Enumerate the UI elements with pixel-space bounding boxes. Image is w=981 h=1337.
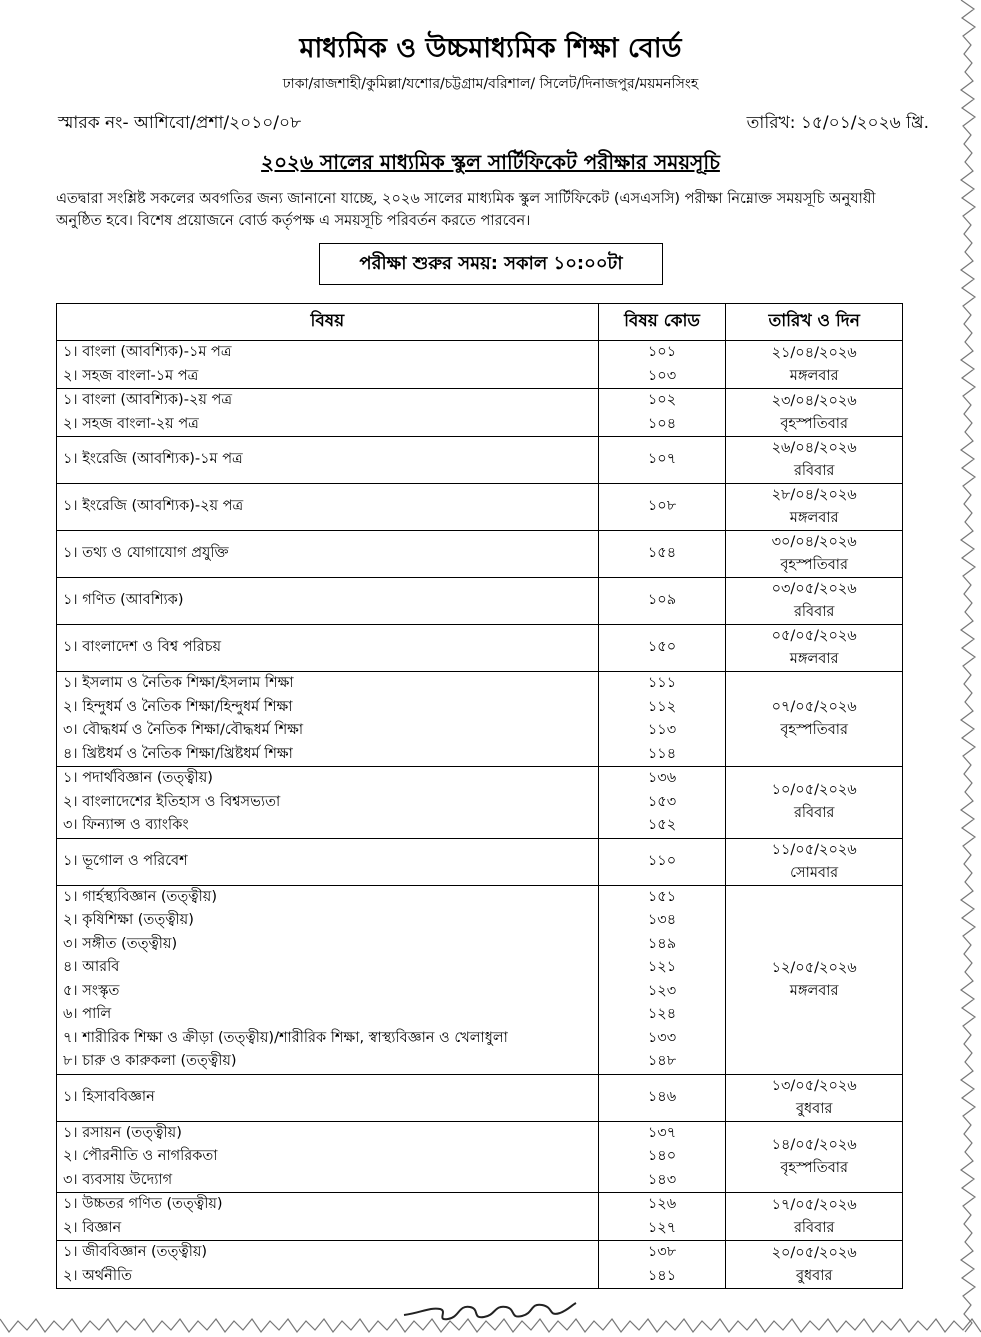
subject-name: ১। ইসলাম ও নৈতিক শিক্ষা/ইসলাম শিক্ষা: [63, 675, 294, 691]
subject-code: ১৪৬: [647, 1088, 677, 1105]
code-cell: [598, 767, 726, 839]
exam-date: ৩০/০৪/২০২৬: [771, 534, 857, 550]
date-day-cell: [726, 1241, 903, 1289]
exam-date: ২৩/০৪/২০২৬: [771, 392, 857, 409]
subject-code: ১২১: [647, 959, 677, 975]
subject-name: ১। তথ্য ও যোগাযোগ প্রযুক্তি: [63, 545, 229, 562]
code-cell: [598, 578, 726, 625]
issue-date: তারিখ: ১৫/০১/২০২৬ খ্রি.: [746, 113, 929, 133]
subject-code: ১৪০: [647, 1148, 677, 1164]
subject-code: ১৪৩: [647, 1171, 677, 1188]
code-cell: [598, 341, 726, 389]
code-cell: [598, 389, 726, 437]
subject-code: ১৪১: [647, 1267, 677, 1284]
table-row: [57, 437, 903, 484]
exam-date: ২০/০৫/২০২৬: [771, 1244, 857, 1261]
header-subject: বিষয়: [57, 304, 599, 341]
table-row: [57, 885, 903, 1074]
code-cell: [598, 1241, 726, 1289]
subject-code: ১০৩: [647, 367, 677, 384]
subject-name: ২। বাংলাদেশের ইতিহাস ও বিশ্বসভ্যতা: [63, 793, 281, 810]
table-row: [57, 1193, 903, 1241]
subject-code: ১১১: [647, 675, 677, 691]
subject-name: ৩। বৌদ্ধধর্ম ও নৈতিক শিক্ষা/বৌদ্ধধর্ম শিক্ষা: [63, 722, 304, 738]
subject-name: ১। উচ্চতর গণিত (তত্ত্বীয়): [63, 1196, 223, 1212]
subject-cell: [57, 437, 599, 484]
exam-day: বৃহস্পতিবার: [780, 557, 848, 573]
exam-date: ১০/০৫/২০২৬: [771, 782, 857, 799]
board-title: মাধ্যমিক ও উচ্চমাধ্যমিক শিক্ষা বোর্ড: [299, 33, 682, 64]
subject-code: ১৩৮: [647, 1244, 677, 1260]
subject-name: ৩। ব্যবসায় উদ্যোগ: [63, 1171, 173, 1188]
exam-date: ০৩/০৫/২০২৬: [771, 581, 857, 597]
table-row: [57, 625, 903, 672]
exam-day: বৃহস্পতিবার: [780, 1159, 848, 1176]
subject-code: ১১২: [647, 698, 677, 715]
subject-name: ২। হিন্দুধর্ম ও নৈতিক শিক্ষা/হিন্দুধর্ম শিক্ষা: [63, 698, 293, 715]
exam-day: বুধবার: [795, 1100, 833, 1117]
exam-day: বৃহস্পতিবার: [780, 415, 848, 432]
subject-code: ১৩৩: [647, 1029, 677, 1046]
subject-code: ১০১: [647, 344, 677, 360]
subject-cell: [57, 767, 599, 839]
code-cell: [598, 1193, 726, 1241]
subject-name: ৩। ফিন্যান্স ও ব্যাংকিং: [63, 817, 189, 833]
subject-name: ১। বাংলা (আবশ্যিক)-১ম পত্র: [63, 344, 232, 360]
subject-name: ৪। খ্রিষ্টধর্ম ও নৈতিক শিক্ষা/খ্রিষ্টধর্ম শিক্ষা: [63, 745, 293, 762]
board-subtitle: ঢাকা/রাজশাহী/কুমিল্লা/যশোর/চট্টগ্রাম/বরিশাল/ সিলেট/দিনাজপুর/ময়মনসিংহ: [282, 76, 699, 92]
exam-date: ১৪/০৫/২০২৬: [771, 1136, 857, 1153]
exam-date: ১৩/০৫/২০২৬: [771, 1077, 857, 1094]
subject-code: ১৫০: [647, 639, 677, 656]
subject-code: ১৫৪: [647, 545, 677, 562]
subject-code: ১৩৪: [647, 912, 677, 928]
subject-cell: [57, 625, 599, 672]
header-date-day: তারিখ ও দিন: [726, 304, 903, 341]
table-row: [57, 767, 903, 839]
subject-name: ২। কৃষিশিক্ষা (তত্ত্বীয়): [63, 912, 194, 928]
exam-day: রবিবার: [793, 805, 835, 822]
signature: [400, 1293, 580, 1327]
code-cell: [598, 885, 726, 1074]
date-day-cell: [726, 531, 903, 578]
subject-cell: [57, 1241, 599, 1289]
exam-date: ০৫/০৫/২০২৬: [771, 628, 857, 644]
table-body: [57, 341, 903, 1289]
subject-name: ১। ভূগোল ও পরিবেশ: [63, 852, 188, 869]
subject-code: ১০৯: [647, 592, 677, 609]
exam-date: ১৭/০৫/২০২৬: [771, 1196, 857, 1213]
subject-code: ১১৩: [647, 722, 677, 738]
schedule-heading: [0, 148, 981, 181]
exam-date: ০৭/০৫/২০২৬: [771, 699, 857, 715]
subject-code: ১৫১: [647, 888, 677, 905]
subject-name: ১। হিসাববিজ্ঞান: [63, 1088, 155, 1105]
subject-code: ১২৪: [647, 1006, 677, 1022]
date-day-cell: [726, 1193, 903, 1241]
exam-day: মঙ্গলবার: [789, 651, 839, 667]
subject-name: ২। পৌরনীতি ও নাগরিকতা: [63, 1148, 218, 1164]
subject-name: ১। রসায়ন (তত্ত্বীয়): [63, 1124, 182, 1141]
code-cell: [598, 531, 726, 578]
subject-name: ৬। পালি: [63, 1006, 112, 1022]
subject-code: ১৫২: [647, 817, 677, 833]
exam-day: মঙ্গলবার: [789, 510, 839, 526]
subject-name: ২। অর্থনীতি: [63, 1267, 133, 1284]
schedule-heading-text: ২০২৬ সালের মাধ্যমিক স্কুল সার্টিফিকেট পরীক্ষার সময়সূচি: [261, 150, 720, 174]
subject-name: ১। গণিত (আবশ্যিক): [63, 592, 184, 609]
subject-cell: [57, 341, 599, 389]
subject-cell: [57, 838, 599, 885]
subject-code: ১১৪: [647, 745, 677, 762]
exam-day: মঙ্গলবার: [789, 982, 839, 999]
date-day-cell: [726, 484, 903, 531]
subject-cell: [57, 1193, 599, 1241]
subject-name: ২। সহজ বাংলা-১ম পত্র: [63, 367, 199, 384]
table-row: [57, 484, 903, 531]
table-row: [57, 1074, 903, 1121]
subject-name: ১। ইংরেজি (আবশ্যিক)-১ম পত্র: [63, 451, 243, 468]
subject-cell: [57, 672, 599, 767]
memo-number: স্মারক নং- আশিবো/প্রশা/২০১০/০৮: [58, 113, 302, 133]
subject-name: ৮। চারু ও কারুকলা (তত্ত্বীয়): [63, 1053, 237, 1069]
code-cell: [598, 838, 726, 885]
subject-name: ২। সহজ বাংলা-২য় পত্র: [63, 415, 199, 432]
subject-cell: [57, 885, 599, 1074]
date-day-cell: [726, 885, 903, 1074]
date-day-cell: [726, 625, 903, 672]
code-cell: [598, 625, 726, 672]
table-row: [57, 341, 903, 389]
date-day-cell: [726, 838, 903, 885]
subject-code: ১১০: [647, 852, 677, 869]
code-cell: [598, 1074, 726, 1121]
exam-day: রবিবার: [793, 463, 835, 479]
date-day-cell: [726, 578, 903, 625]
subject-code: ১২৬: [647, 1196, 677, 1212]
exam-date: ২১/০৪/২০২৬: [771, 344, 857, 361]
subject-code: ১৪৮: [647, 1053, 677, 1069]
date-day-cell: [726, 389, 903, 437]
subject-name: ১। জীববিজ্ঞান (তত্ত্বীয়): [63, 1244, 208, 1260]
exam-day: বৃহস্পতিবার: [780, 722, 848, 738]
subject-code: ১২৭: [647, 1219, 677, 1236]
subject-code: ১৪৯: [647, 935, 677, 952]
subject-cell: [57, 531, 599, 578]
code-cell: [598, 484, 726, 531]
table-row: [57, 1121, 903, 1193]
intro-paragraph: এতদ্বারা সংশ্লিষ্ট সকলের অবগতির জন্য জানানো যাচ্ছে, ২০২৬ সালের মাধ্যমিক স্কুল সার্টিফিকেট (এসএসসি) পরীক্ষা নিম্নোক্ত সময়সূচি অনুযায়ী অনুষ্ঠিত হবে। বিশেষ প্রয়োজনে বোর্ড কর্তৃপক্ষ এ সময়সূচি পরিবর্তন করতে পারবেন।: [56, 191, 876, 229]
header-code: বিষয় কোড: [598, 304, 726, 341]
exam-schedule-table: [56, 303, 903, 1289]
subject-code: ১০৭: [647, 451, 677, 468]
subject-code: ১৫৩: [647, 793, 677, 810]
exam-day: বুধবার: [795, 1267, 833, 1284]
subject-cell: [57, 389, 599, 437]
exam-day: মঙ্গলবার: [789, 367, 839, 384]
date-day-cell: [726, 437, 903, 484]
exam-start-time-box: পরীক্ষা শুরুর সময়: সকাল ১০:০০টা: [319, 243, 663, 285]
subject-code: ১০৮: [647, 498, 677, 515]
exam-date: ২৮/০৪/২০২৬: [771, 487, 857, 503]
subject-name: ৩। সঙ্গীত (তত্ত্বীয়): [63, 935, 178, 952]
exam-date: ১২/০৫/২০২৬: [771, 959, 857, 976]
exam-day: রবিবার: [793, 1219, 835, 1236]
table-row: [57, 578, 903, 625]
subject-name: ১। ইংরেজি (আবশ্যিক)-২য় পত্র: [63, 498, 244, 515]
table-row: [57, 389, 903, 437]
exam-day: সোমবার: [790, 864, 839, 881]
subject-name: ১। গার্হস্থ্যবিজ্ঞান (তত্ত্বীয়): [63, 888, 217, 905]
table-row: [57, 672, 903, 767]
subject-code: ১০৪: [647, 415, 677, 432]
subject-cell: [57, 1074, 599, 1121]
exam-date: ১১/০৫/২০২৬: [771, 841, 857, 858]
date-day-cell: [726, 672, 903, 767]
subject-cell: [57, 1121, 599, 1193]
date-day-cell: [726, 1121, 903, 1193]
exam-day: রবিবার: [793, 604, 835, 620]
date-day-cell: [726, 341, 903, 389]
code-cell: [598, 437, 726, 484]
subject-cell: [57, 484, 599, 531]
subject-cell: [57, 578, 599, 625]
subject-name: ২। বিজ্ঞান: [63, 1219, 122, 1236]
table-row: [57, 531, 903, 578]
date-day-cell: [726, 1074, 903, 1121]
date-day-cell: [726, 767, 903, 839]
subject-code: ১৩৬: [647, 770, 677, 786]
exam-date: ২৬/০৪/২০২৬: [771, 440, 857, 456]
subject-name: ৭। শারীরিক শিক্ষা ও ক্রীড়া (তত্ত্বীয়)/শারীরিক শিক্ষা, স্বাস্থ্যবিজ্ঞান ও খেলাধুলা: [63, 1029, 508, 1046]
torn-edge-right: [951, 0, 981, 1337]
subject-name: ৫। সংস্কৃত: [63, 982, 120, 999]
subject-code: ১০২: [647, 392, 677, 408]
code-cell: [598, 672, 726, 767]
subject-code: ১৩৭: [647, 1124, 677, 1141]
subject-name: ১। বাংলা (আবশ্যিক)-২য় পত্র: [63, 392, 233, 408]
table-row: [57, 1241, 903, 1289]
subject-name: ১। পদার্থবিজ্ঞান (তত্ত্বীয়): [63, 770, 213, 786]
subject-name: ১। বাংলাদেশ ও বিশ্ব পরিচয়: [63, 639, 222, 656]
table-header-row: [57, 304, 903, 341]
table-row: [57, 838, 903, 885]
subject-name: ৪। আরবি: [63, 959, 120, 975]
subject-code: ১২৩: [647, 982, 677, 999]
code-cell: [598, 1121, 726, 1193]
